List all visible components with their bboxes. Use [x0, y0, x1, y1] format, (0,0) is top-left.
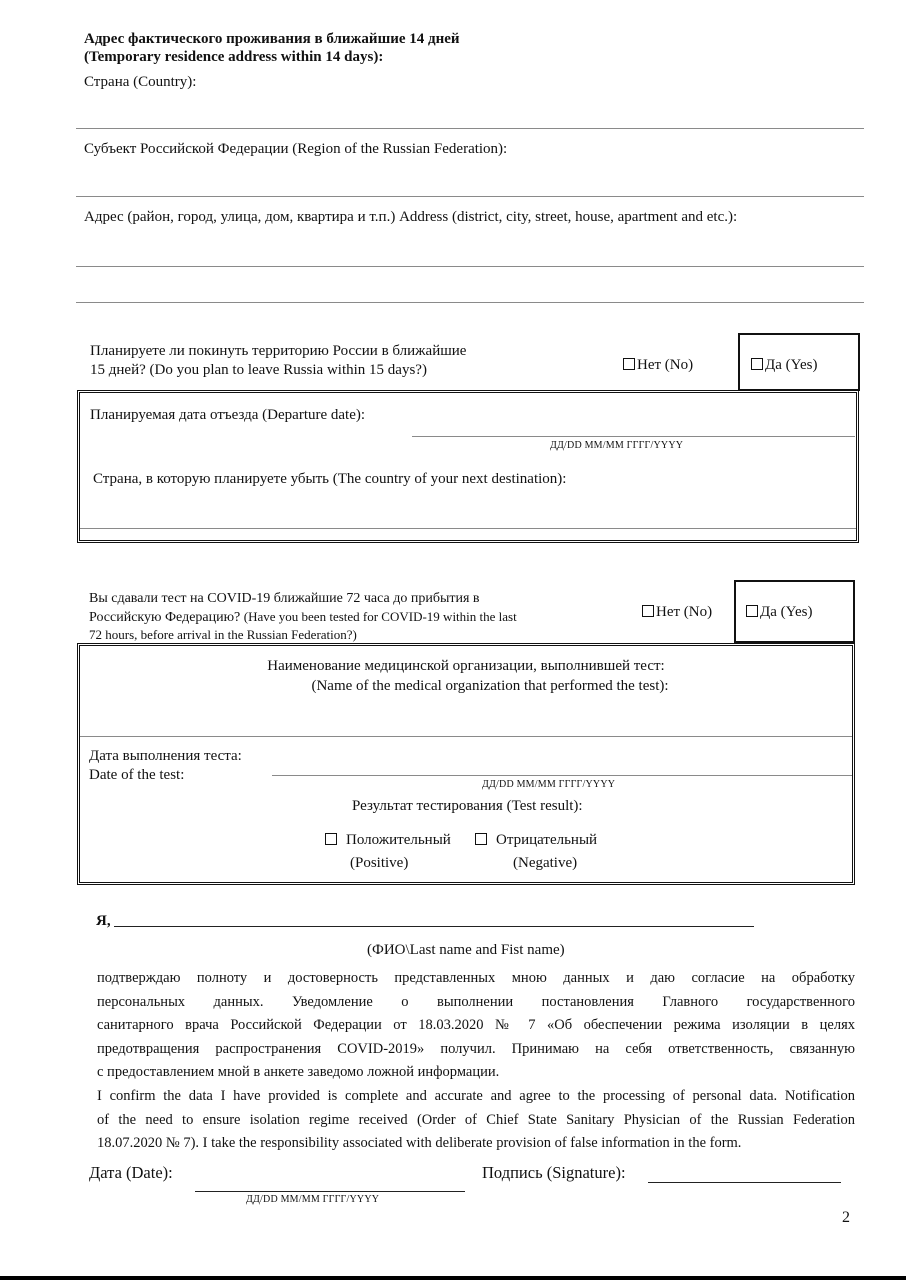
departure-no-checkbox[interactable]: [623, 358, 635, 370]
test-date-field[interactable]: [272, 775, 852, 776]
country-label: Страна (Country):: [84, 74, 197, 90]
departure-yes-checkbox[interactable]: [751, 358, 763, 370]
org-label-en: (Name of the medical organization that performed the test):: [311, 678, 669, 694]
positive-label-ru: Положительный: [346, 832, 451, 848]
negative-label-en: (Negative): [513, 855, 578, 871]
declaration-i-label: Я,: [96, 913, 111, 929]
covid-yes-label: Да (Yes): [760, 604, 813, 620]
destination-label: Страна, в которую планируете убыть (The country of your next destination):: [93, 471, 567, 487]
signature-field[interactable]: [648, 1182, 841, 1183]
org-field[interactable]: [80, 736, 852, 737]
covid-question-line2: [89, 608, 517, 626]
covid-question-line1: Вы сдавали тест на COVID-19 ближайшие 72 часа до прибытия в: [89, 591, 480, 606]
negative-label-ru: Отрицательный: [496, 832, 598, 848]
full-name-field[interactable]: [114, 926, 754, 927]
positive-checkbox[interactable]: [325, 833, 337, 845]
address-heading-ru: Адрес фактического проживания в ближайшие 14 дней: [84, 31, 460, 47]
negative-checkbox[interactable]: [475, 833, 487, 845]
declaration-ru-line: подтверждаю полноту и достоверность представленных мною данных и даю согласие на обработку: [97, 970, 855, 986]
org-label-ru: Наименование медицинской организации, выполнившей тест:: [267, 658, 665, 674]
departure-date-field[interactable]: [412, 436, 855, 437]
test-date-label-ru: Дата выполнения теста:: [89, 748, 242, 764]
covid-question-line3: 72 hours, before arrival in the Russian Federation?): [89, 627, 357, 642]
region-field[interactable]: [76, 196, 864, 197]
departure-date-label: Планируемая дата отъезда (Departure date):: [90, 407, 366, 423]
page-bottom-edge: [0, 1276, 906, 1280]
declaration-ru-line: с предоставлением мной в анкете заведомо ложной информации.: [97, 1064, 500, 1080]
address-label: Адрес (район, город, улица, дом, квартира и т.п.) Address (district, city, street, house, apartment and etc.):: [84, 209, 738, 225]
departure-yes-option[interactable]: [751, 356, 817, 374]
departure-question-line2: 15 дней? (Do you plan to leave Russia within 15 days?): [90, 362, 427, 378]
country-field[interactable]: [76, 128, 864, 129]
full-name-caption: (ФИО\Last name and Fist name): [367, 942, 565, 958]
declaration-ru-line: персональных данных. Уведомление о выполнении постановления Главного государственного: [97, 993, 855, 1010]
test-date-format: ДД/DD ММ/MM ГГГГ/YYYY: [482, 779, 616, 790]
covid-question-line2-en: (Have you been tested for COVID-19 within the last: [243, 609, 517, 624]
declaration-ru-line: предотвращения распространения COVID-2019» получил. Принимаю на себя ответственность, связанную: [97, 1040, 855, 1057]
signature-label: Подпись (Signature):: [482, 1163, 626, 1182]
covid-question-line2-ru: Российскую Федерацию?: [89, 610, 241, 625]
covid-yes-option[interactable]: [746, 603, 812, 621]
departure-no-option[interactable]: [623, 356, 693, 374]
test-date-label-en: Date of the test:: [89, 767, 185, 783]
positive-label-en: (Positive): [350, 855, 409, 871]
negative-option[interactable]: [475, 831, 597, 849]
page-number: 2: [842, 1209, 850, 1226]
address-heading-en: (Temporary residence address within 14 days):: [84, 49, 384, 65]
address-field-line-2[interactable]: [76, 302, 864, 303]
declaration-en-line: 18.07.2020 № 7). I take the responsibility associated with deliberate provision of false information in the form.: [97, 1135, 742, 1151]
departure-no-label: Нет (No): [637, 357, 694, 373]
departure-yes-label: Да (Yes): [765, 357, 818, 373]
covid-no-option[interactable]: [642, 603, 712, 621]
address-field-line-1[interactable]: [76, 266, 864, 267]
region-label: Субъект Российской Федерации (Region of the Russian Federation):: [84, 141, 508, 157]
covid-no-label: Нет (No): [656, 604, 713, 620]
date-format: ДД/DD ММ/MM ГГГГ/YYYY: [246, 1194, 380, 1205]
destination-field[interactable]: [80, 528, 856, 529]
covid-yes-checkbox[interactable]: [746, 605, 758, 617]
declaration-en-line: of the need to ensure isolation regime received (Order of Chief State Sanitary Physician of the Russian Federation: [97, 1111, 855, 1128]
test-result-label: Результат тестирования (Test result):: [352, 798, 583, 814]
date-label: Дата (Date):: [89, 1163, 173, 1182]
declaration-en-line: I confirm the data I have provided is complete and accurate and agree to the processing of personal data. Notification: [97, 1088, 855, 1104]
declaration-ru-line: санитарного врача Российской Федерации от 18.03.2020 № 7 «Об обеспечении режима изоляции в целях: [97, 1017, 855, 1033]
positive-option[interactable]: [325, 831, 451, 849]
departure-question-line1: Планируете ли покинуть территорию России в ближайшие: [90, 343, 467, 359]
covid-no-checkbox[interactable]: [642, 605, 654, 617]
departure-date-format: ДД/DD ММ/MM ГГГГ/YYYY: [550, 440, 684, 451]
declaration-en-text: [97, 1085, 855, 1156]
date-field[interactable]: [195, 1191, 465, 1192]
declaration-ru-text: [97, 967, 855, 1085]
